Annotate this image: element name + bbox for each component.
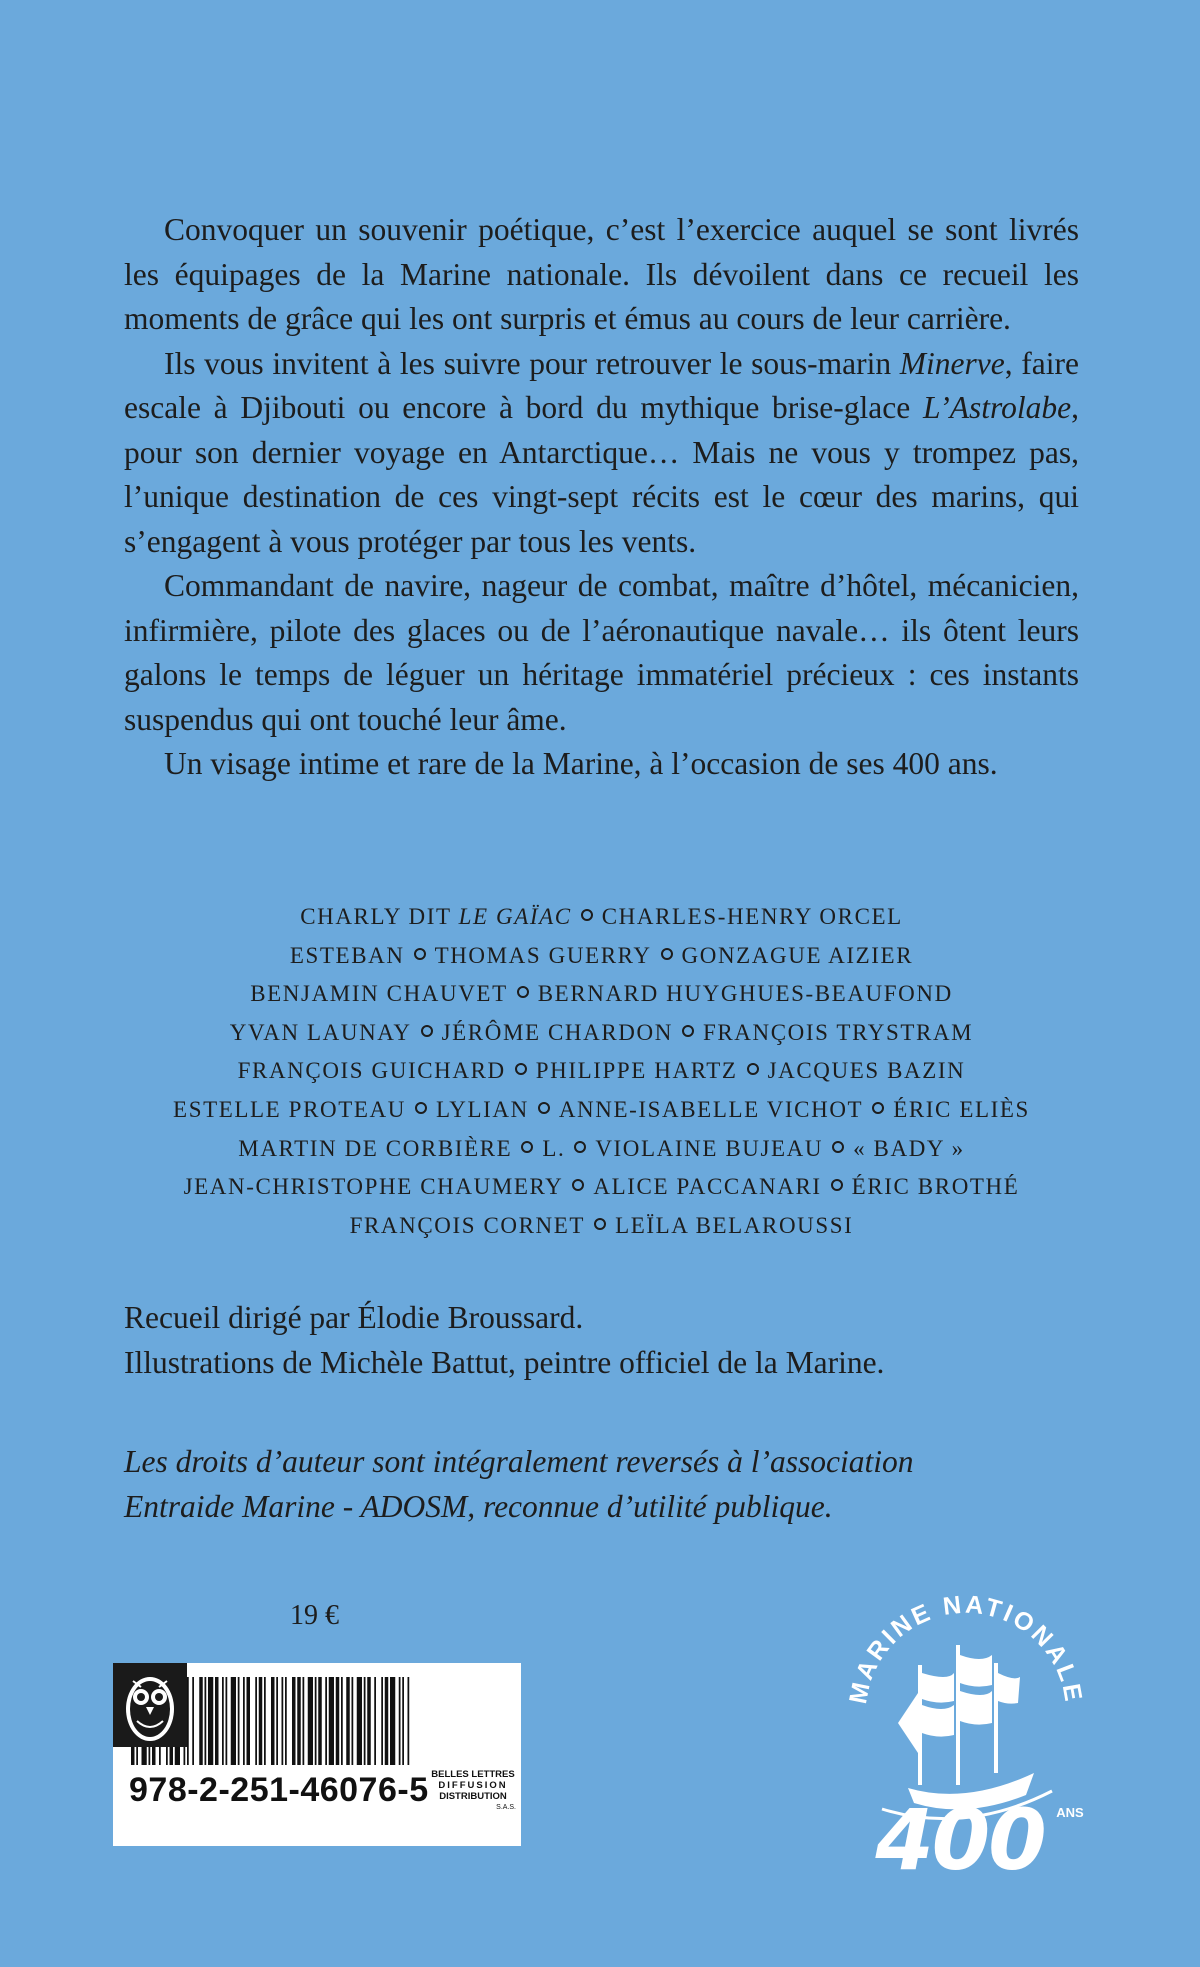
author-name: JEAN-CHRISTOPHE CHAUMERY [183, 1174, 564, 1200]
separator-circle-icon [572, 1179, 584, 1191]
author-name: JÉRÔME CHARDON [441, 1019, 673, 1045]
summary-paragraph-2 [124, 342, 1079, 565]
emblem-ans: ANS [1056, 1805, 1084, 1820]
author-name: JACQUES BAZIN [767, 1058, 966, 1084]
separator-circle-icon [581, 909, 593, 921]
barcode-bar [276, 1677, 278, 1765]
author-name: FRANÇOIS GUICHARD [237, 1058, 506, 1084]
owl-logo-icon [113, 1663, 187, 1747]
summary-p2-text-c: , pour son dernier voyage en Antarctique… Mais ne vous y trompez pas, l’unique destination de ces vingt-sept récits est le cœur des marins, qui s’engagent à vous protéger par tous les vents. [124, 390, 1079, 559]
barcode-bar [357, 1677, 362, 1765]
barcode-bar [385, 1677, 389, 1765]
separator-circle-icon [538, 1102, 550, 1114]
barcode-bar [243, 1677, 245, 1765]
credits [124, 1296, 1079, 1385]
separator-circle-icon [832, 1141, 844, 1153]
author-name: CHARLES-HENRY ORCEL [601, 904, 903, 929]
authors-line [124, 1168, 1079, 1207]
barcode-bar [215, 1677, 219, 1765]
author-name: YVAN LAUNAY [229, 1019, 412, 1045]
barcode-bar [222, 1677, 224, 1765]
barcode-bar [187, 1677, 189, 1765]
summary-p2-text-a: Ils vous invitent à les suivre pour retrouver le sous-marin [164, 345, 900, 381]
back-cover-summary [124, 208, 1079, 787]
icebreaker-title: L’Astrolabe [922, 390, 1072, 425]
barcode-bar [336, 1677, 340, 1765]
author-name: L. [542, 1135, 566, 1161]
barcode-bar [264, 1677, 266, 1765]
barcode-bar [271, 1677, 275, 1765]
barcode-bar [255, 1677, 257, 1765]
author-name: ANNE-ISABELLE VICHOT [558, 1096, 864, 1122]
separator-circle-icon [661, 948, 673, 960]
barcode-bar [292, 1677, 296, 1765]
authors-line [124, 1130, 1079, 1169]
barcode-bar [341, 1677, 343, 1765]
separator-circle-icon [594, 1218, 606, 1230]
author-name: ÉRIC BROTHÉ [851, 1174, 1020, 1200]
barcode-bar [231, 1677, 236, 1765]
royalties-notice [124, 1440, 1079, 1529]
summary-paragraph-1: Convoquer un souvenir poétique, c’est l’exercice auquel se sont livrés les équipages de la Marine nationale. Ils dévoilent dans ce recueil les moments de grâce qui les ont surpris et émus au cours de leur carrière. [124, 212, 1079, 336]
authors-line [124, 1052, 1079, 1091]
illustrations-credit: Illustrations de Michèle Battut, peintre officiel de la Marine. [124, 1344, 885, 1380]
barcode-bar [247, 1677, 251, 1765]
separator-circle-icon [521, 1141, 533, 1153]
author-name: BERNARD HUYGHUES-BEAUFOND [537, 981, 953, 1007]
barcode-panel [113, 1663, 521, 1846]
author-name: ALICE PACCANARI [593, 1174, 822, 1200]
barcode-bar [308, 1677, 313, 1765]
barcode-bar [318, 1677, 322, 1765]
barcode-bar [381, 1677, 383, 1765]
author-name: FRANÇOIS TRYSTRAM [702, 1019, 974, 1045]
summary-paragraph-3: Commandant de navire, nageur de combat, maître d’hôtel, mécanicien, infirmière, pilote des glaces ou de l’aéronautique navale… ils ôtent leurs galons le temps de léguer un héritage immatériel précieux : ces instants suspendus qui ont touché leur âme. [124, 568, 1079, 737]
barcode-bar [282, 1677, 284, 1765]
summary-paragraph-4: Un visage intime et rare de la Marine, à l’occasion de ses 400 ans. [164, 746, 998, 781]
barcode-bar [325, 1677, 327, 1765]
separator-circle-icon [415, 1102, 427, 1114]
isbn-number: 978-2-251-46076-5 [129, 1771, 429, 1809]
barcode-bar [329, 1677, 334, 1765]
barcode-bar [208, 1677, 213, 1765]
barcode-bar [259, 1677, 263, 1765]
author-name: ÉRIC ELIÈS [893, 1096, 1030, 1122]
separator-circle-icon [682, 1025, 694, 1037]
barcode-bar [374, 1677, 376, 1765]
author-name: LEÏLA BELAROUSSI [615, 1212, 854, 1238]
authors-line [124, 898, 1079, 937]
author-name: LYLIAN [435, 1096, 529, 1122]
barcode-bar [205, 1677, 207, 1765]
barcode-bar [352, 1677, 354, 1765]
separator-circle-icon [747, 1063, 759, 1075]
emblem-arc-text: MARINE NATIONALE [844, 1590, 1088, 1707]
separator-circle-icon [414, 948, 426, 960]
emblem-number: 400 [875, 1791, 1045, 1879]
author-name: CHARLY DIT LE GAÏAC [300, 904, 572, 929]
marine-nationale-400-emblem [838, 1573, 1093, 1879]
barcode-bar [367, 1677, 371, 1765]
editor-credit: Recueil dirigé par Élodie Broussard. [124, 1300, 584, 1335]
royalties-line-1: Les droits d’auteur sont intégralement reversés à l’association [124, 1444, 914, 1479]
authors-list [124, 898, 1079, 1245]
authors-line [124, 937, 1079, 976]
author-name: VIOLAINE BUJEAU [595, 1135, 824, 1161]
separator-circle-icon [831, 1179, 843, 1191]
authors-line [124, 1014, 1079, 1053]
separator-circle-icon [574, 1141, 586, 1153]
barcode-bar [399, 1677, 401, 1765]
royalties-line-2: Entraide Marine - ADOSM, reconnue d’utilité publique. [124, 1488, 833, 1524]
barcode-bar [303, 1677, 305, 1765]
authors-line [124, 975, 1079, 1014]
barcode-bar [238, 1677, 240, 1765]
barcode-bar [346, 1677, 350, 1765]
summary-p2-text-b: , faire escale à Djibouti ou encore à bord du mythique brise-glace [124, 345, 1079, 425]
authors-line [124, 1207, 1079, 1246]
barcode-bar [199, 1677, 203, 1765]
author-name: ESTEBAN [289, 942, 405, 968]
separator-circle-icon [421, 1025, 433, 1037]
barcode-bar [297, 1677, 301, 1765]
author-name: PHILIPPE HARTZ [535, 1058, 738, 1084]
publisher-name: BELLES LETTRES DIFFUSION DISTRIBUTION S.A.S. [431, 1769, 516, 1811]
author-name: THOMAS GUERRY [434, 942, 652, 968]
author-name: MARTIN DE CORBIÈRE [238, 1135, 513, 1161]
price: 19 € [290, 1600, 339, 1631]
separator-circle-icon [872, 1102, 884, 1114]
barcode-bar [408, 1677, 410, 1765]
author-name: BENJAMIN CHAUVET [250, 981, 508, 1007]
separator-circle-icon [515, 1063, 527, 1075]
author-name: ESTELLE PROTEAU [173, 1096, 406, 1122]
separator-circle-icon [517, 986, 529, 998]
barcode-bar [390, 1677, 395, 1765]
author-name: FRANÇOIS CORNET [349, 1212, 586, 1238]
submarine-title: Minerve [899, 345, 1005, 381]
barcode-bar [402, 1677, 404, 1765]
barcode-bar [315, 1677, 317, 1765]
authors-line [124, 1091, 1079, 1130]
barcode-bar [192, 1677, 194, 1765]
author-name: GONZAGUE AIZIER [681, 942, 914, 968]
author-name: « BADY » [853, 1135, 965, 1161]
barcode-bar [364, 1677, 366, 1765]
barcode-bar [226, 1677, 228, 1765]
barcode-bar [285, 1677, 287, 1765]
